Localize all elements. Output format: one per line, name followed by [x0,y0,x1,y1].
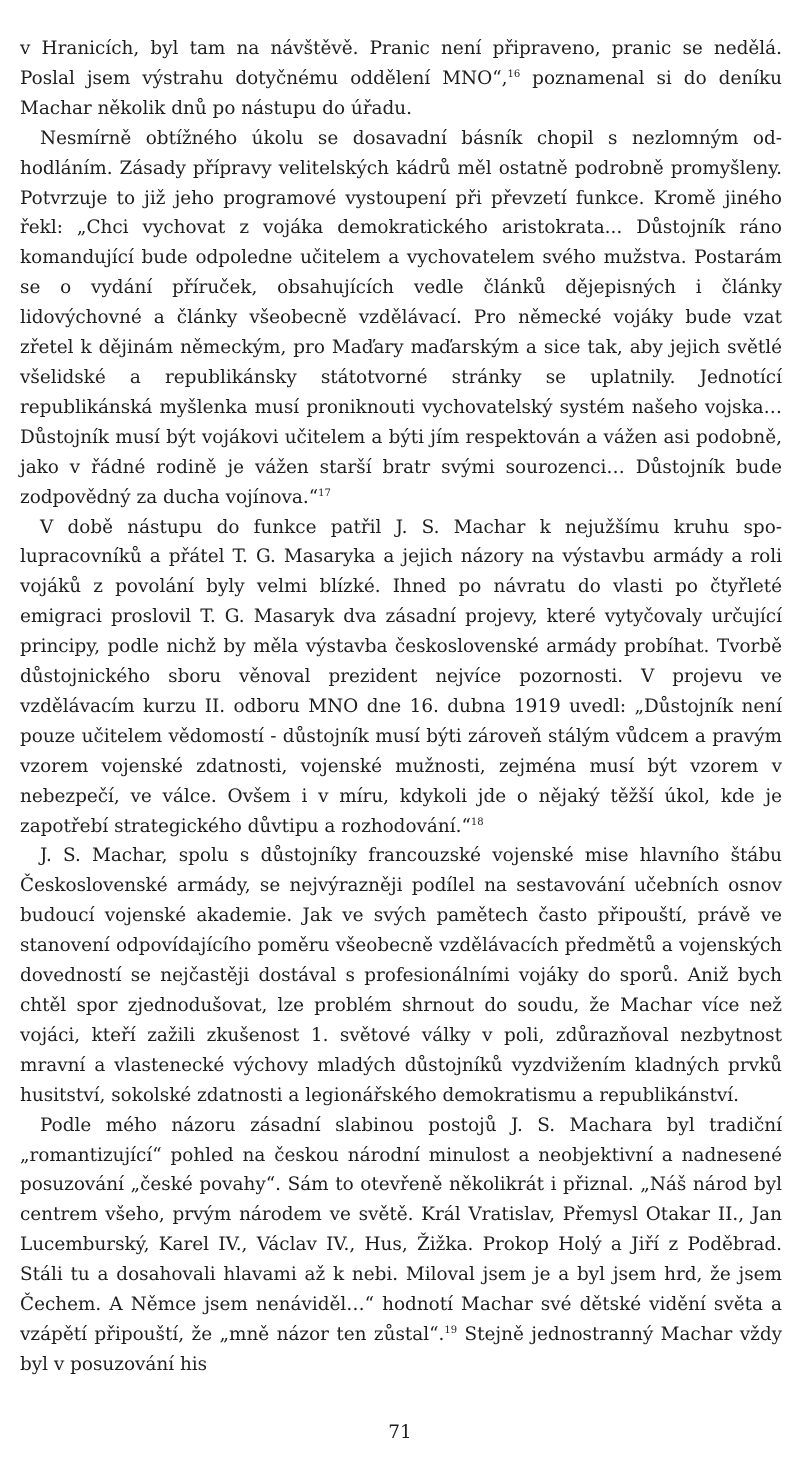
paragraph-text: poznamenal si do deníku Machar několik dnů po nástupu do úřadu. [20,67,782,119]
paragraph [20,124,782,513]
footnote-marker: 19 [444,1324,458,1336]
page-number: 71 [388,1422,412,1443]
footnote-marker: 17 [318,487,331,499]
paragraph-text: Nesmírně obtížného úkolu se dosavadní básník chopil s nezlomným odhodláním. Zásady přípravy velitelských kádrů měl ostatně podrobně promyšleny. Potvrzuje to již jeho programové vystoupení při převzetí funkce. Kromě jiného řekl: „Chci vychovat z vojáka demokratického aristokrata... Důstojník ráno komandující bude odpoledne učitelem a vychovatelem svého mužstva. Postarám se o vydání příruček, obsahujících vedle článků dějepisných i články lidovýchovné a články všeobecně vzdělávací. Pro německé vojáky bude vzat zřetel k dějinám německým, pro Maďary maďarským a sice tak, aby jejich světlé všelidské a republikánsky státotvorné stránky se uplatnily. Jednotící republikánská myšlenka musí proniknouti vychovatelský systém našeho vojska… Důstojník musí být vojákovi učitelem a býti jím respektován a vážen asi podobně, jako v řádné rodině je vážen starší bratr svými sourozenci… Důstojník bude zodpovědný za ducha vojínova.“ [20,127,782,508]
body-text [20,34,782,1380]
paragraph [20,1111,782,1380]
paragraph [20,34,782,124]
footnote-marker: 16 [507,68,521,80]
paragraph [20,513,782,842]
paragraph-text: v Hranicích, byl tam na návštěvě. Pranic není připraveno, pranic se nedělá. Poslal jsem výstrahu dotyčnému oddělení MNO“, [20,38,782,89]
paragraph-text: Stejně jednostranný Machar vždy byl v posuzování his [20,1323,782,1375]
paragraph-text: Podle mého názoru zásadní slabinou postojů J. S. Machara byl tradiční „romantizující“ pohled na českou národní minulost a neobjektivní a nadnesené posuzování „české povahy“. Sám to otevřeně několikrát i přiznal. „Náš národ byl centrem všeho, prvým národem ve světě. Král Vratislav, Přemysl Otakar II., Jan Lucemburský, Karel IV., Václav IV., Hus, Žižka. Prokop Holý a Jiří z Poděbrad. Stáli tu a dosahovali hlavami až k nebi. Miloval jsem je a byl jsem hrd, že jsem Čechem. A Němce jsem nenáviděl…“ hodnotí Machar své dětské vidění světa a vzápětí připouští, že „mně názor ten zůstal“. [20,1114,782,1345]
footnote-marker: 18 [470,816,484,828]
paragraph [20,841,782,1110]
paragraph-text: V době nástupu do funkce patřil J. S. Machar k nejužšímu kruhu spolupracovníků a přátel T. G. Masaryka a jejich názory na výstavbu armády a roli vojáků z povolání byly velmi blízké. Ihned po návratu do vlasti po čtyřleté emigraci proslovil T. G. Masaryk dva zásadní projevy, které vytyčovaly určující principy, podle nichž by měla výstavba československé armády probíhat. Tvorbě důstojnického sboru věnoval prezident nejvíce pozornosti. V projevu ve vzdělávacím kurzu II. odboru MNO dne 16. dubna 1919 uvedl: „Důstojník není pouze učitelem vědomostí - důstojník musí býti zároveň stálým vůdcem a pravým vzorem vojenské zdatnosti, vojenské mužnosti, zejména musí být vzorem v nebezpečí, ve válce. Ovšem i v míru, kdykoli jde o nějaký těžší úkol, kde je zapotřebí strategického důvtipu a rozhodování.“ [20,516,782,837]
paragraph-text: J. S. Machar, spolu s důstojníky francouzské vojenské mise hlavního štábu Československé armády, se nejvýrazněji podílel na sestavování učebních osnov budoucí vojenské akademie. Jak ve svých pamětech často připouští, právě ve stanovení odpovídajícího poměru všeobecně vzdělávacích předmětů a vojenských dovedností se nejčastěji dostával s profesionálními vojáky do sporů. Aniž bych chtěl spor zjednodušovat, lze problém shrnout do soudu, že Machar více než vojáci, kteří zažili zkušenost 1. světové války v poli, zdůrazňoval nezbytnost mravní a vlastenecké výchovy mladých důstojníků vyzdvižením kladných prvků husitství, sokolské zdatnosti a legionářského demokratismu a republikánství. [20,845,782,1106]
